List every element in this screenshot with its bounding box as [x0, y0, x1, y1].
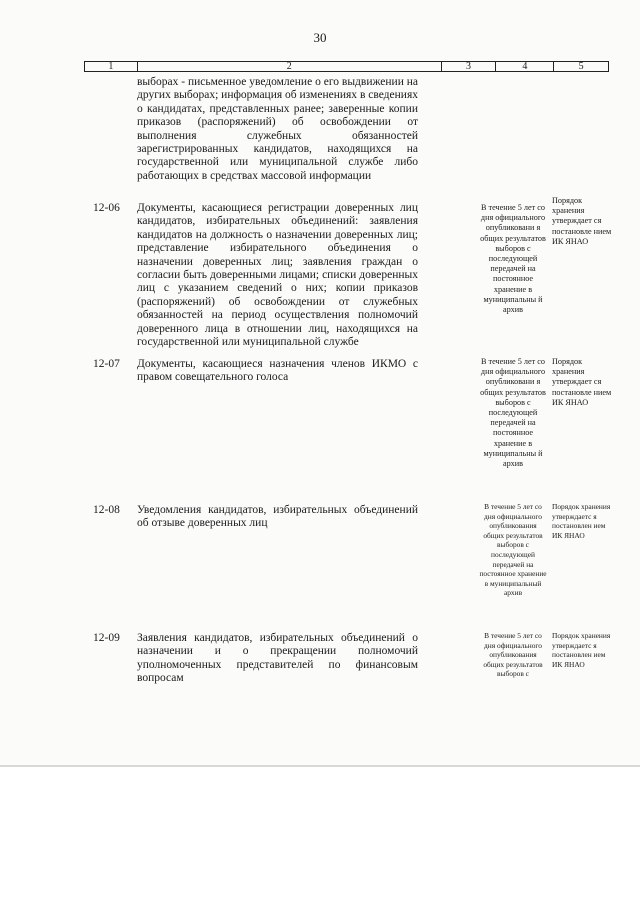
row-note: Порядок хранения утверждает ся постановле нием ИК ЯНАО: [552, 196, 612, 246]
row-title: Заявления кандидатов, избирательных объединений о назначении и о прекращении полномочий уполномоченных представителей по финансовым вопросам: [137, 632, 418, 685]
row-title: Уведомления кандидатов, избирательных объединений об отзыве доверенных лиц: [137, 504, 418, 530]
table-header: [84, 61, 609, 72]
row-title: Документы, касающиеся назначения членов ИКМО с правом совещательного голоса: [137, 358, 418, 384]
row-note: Порядок хранения утверждаетс я постановлен ием ИК ЯНАО: [552, 502, 611, 540]
row-number: 12-06: [93, 202, 120, 214]
page-edge: [0, 765, 640, 767]
continuation-text: выборах - письменное уведомление о его выдвижении на других выборах; информация об изменениях в сведениях о кандидатах, представленных ранее; заверенные копии приказов (распоряжений) об освобождении от выполнения служебных обязанностей зарегистрированных кандидатов, находящихся на государственной или муниципальной службе либо работающих в средствах массовой информации: [137, 76, 418, 182]
header-col-5: 5: [553, 62, 608, 71]
row-number: 12-09: [93, 632, 120, 644]
row-note: Порядок хранения утверждаетс я постановлен ием ИК ЯНАО: [552, 631, 611, 669]
header-col-3: 3: [441, 62, 496, 71]
header-col-1: 1: [108, 61, 114, 72]
page-number: 30: [313, 30, 327, 45]
row-number: 12-07: [93, 358, 120, 370]
row-retention: В течение 5 лет со дня официального опубликовани я общих результатов выборов с последующей передачей на постоянное хранение в муниципальны й архив: [480, 203, 546, 315]
header-col-2: 2: [137, 62, 441, 71]
header-col-4: 4: [495, 62, 553, 71]
row-retention: В течение 5 лет со дня официального опубликовани я общих результатов выборов с последующей передачей на постоянное хранение в муниципальны й архив: [480, 357, 546, 469]
row-retention: В течение 5 лет со дня официального опубликования общих результатов выборов с последующей передачей на постоянное хранение в муниципальный архив: [479, 502, 547, 598]
row-title: Документы, касающиеся регистрации доверенных лиц кандидатов, избирательных объединений: заявления кандидатов на должность о назначении доверенных лиц; представление избирательного объединения о назначении доверенных лиц; заявления граждан о согласии быть доверенными лицами; списки доверенных лиц с указанием сведений о них; копии приказов (распоряжений) об освобождении от служебных обязанностей на период осуществления полномочий доверенного лица в отношении лиц, находящихся на государственной или муниципальной службе: [137, 202, 418, 349]
row-note: Порядок хранения утверждает ся постановле нием ИК ЯНАО: [552, 357, 612, 407]
row-number: 12-08: [93, 504, 120, 516]
row-retention: В течение 5 лет со дня официального опубликования общих результатов выборов с: [483, 631, 543, 679]
